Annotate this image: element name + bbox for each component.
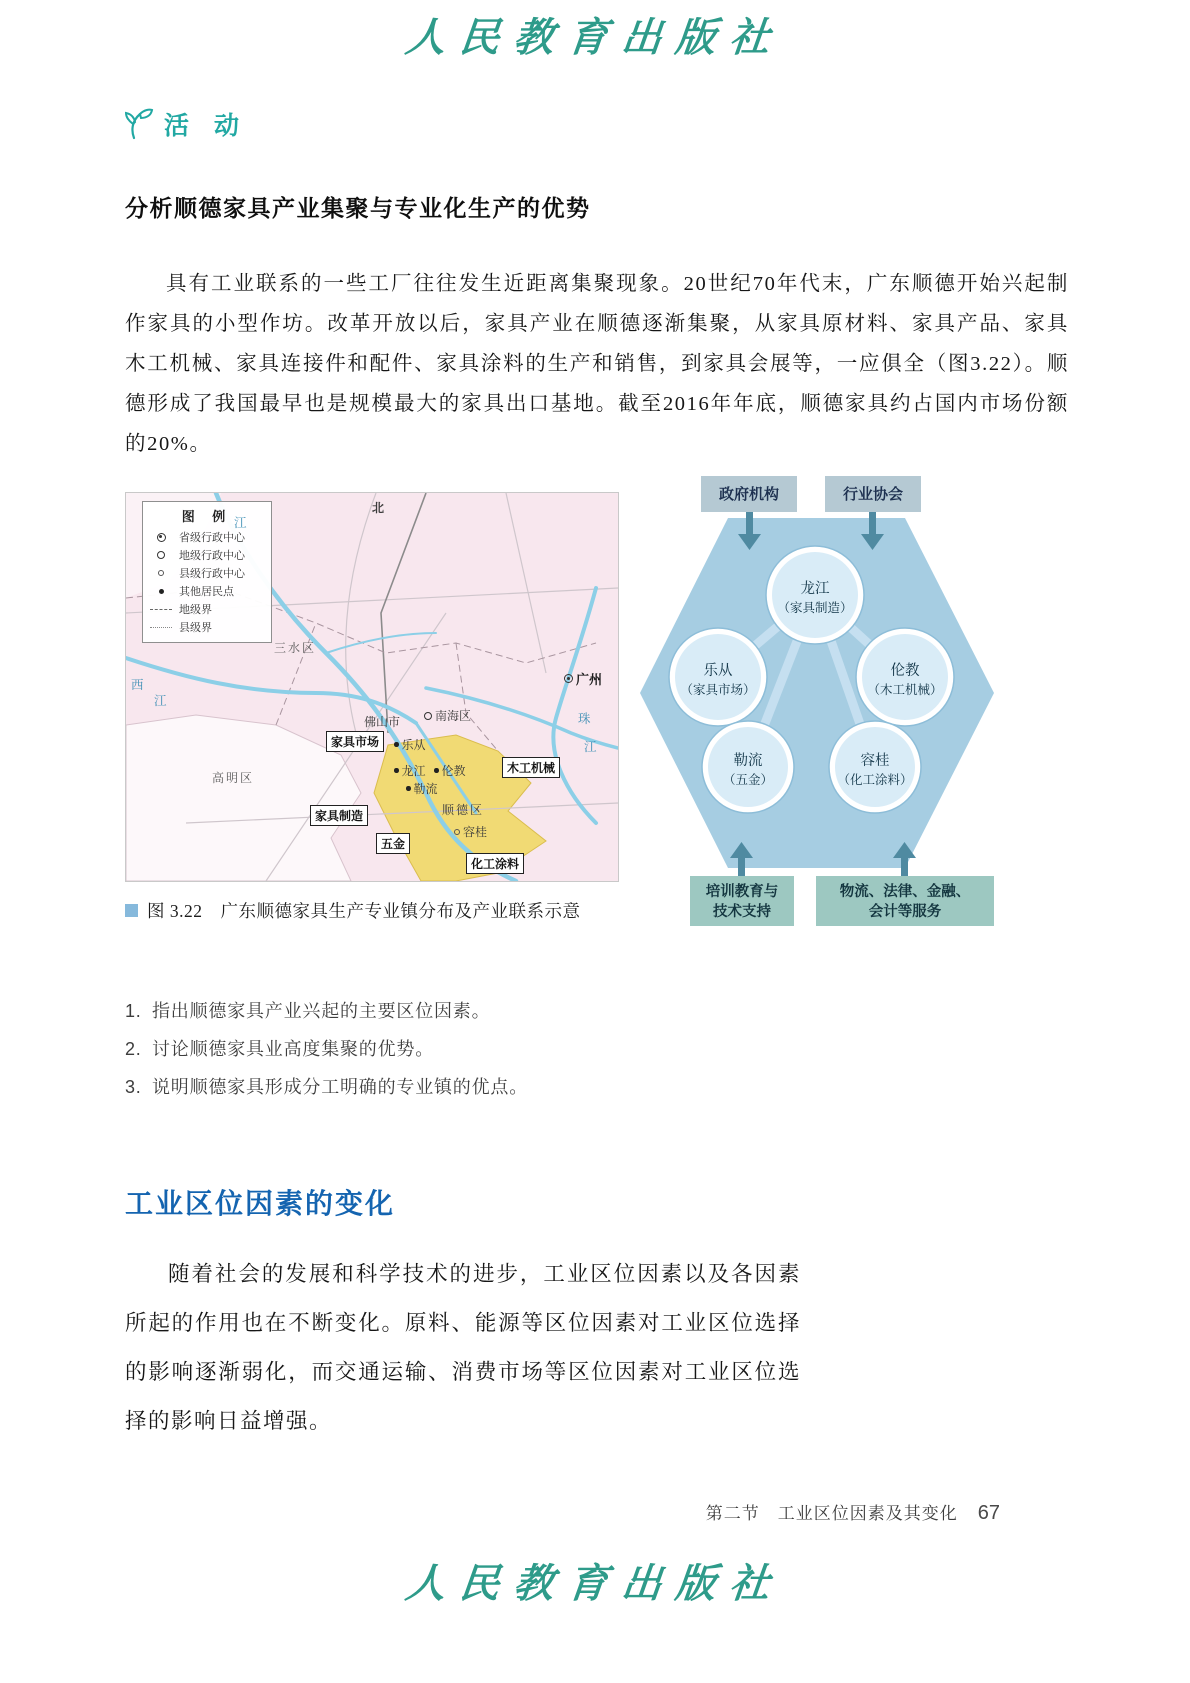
industry-box-woodworking-machinery: 木工机械 (502, 757, 560, 778)
settlement-marker (394, 742, 399, 747)
settlement-marker (394, 768, 399, 773)
compass-west-label: 西 (131, 678, 144, 692)
bottom-box-line: 技术支持 (713, 904, 771, 920)
bottom-box-services (816, 876, 994, 926)
river-label-jiang-left: 江 (154, 694, 167, 708)
activity-sprout-icon (120, 106, 154, 142)
town-label-lunjiao (434, 762, 466, 779)
top-box-label: 政府机构 (718, 486, 780, 503)
industry-box-chemical-coatings: 化工涂料 (466, 853, 524, 874)
place-name: 龙江 (401, 764, 426, 778)
town-label-lecong (394, 736, 426, 753)
page-footer (706, 1499, 1000, 1525)
river-label-jiang-right: 江 (584, 740, 597, 754)
legend-label: 省级行政中心 (179, 532, 245, 544)
place-name: 勒流 (413, 782, 438, 796)
node-desc: （化工涂料） (837, 773, 913, 787)
page-number: 67 (977, 1502, 1000, 1524)
node-lecong (669, 628, 767, 726)
node-desc: （木工机械） (867, 683, 943, 697)
node-name: 容桂 (860, 753, 890, 769)
node-desc: （五金） (722, 773, 774, 787)
activity-questions (125, 1000, 528, 1114)
activity-label: 活 动 (164, 112, 248, 140)
prefecture-boundary-icon (149, 609, 173, 610)
legend-item (149, 618, 265, 636)
settlement-marker (434, 768, 439, 773)
node-name: 乐从 (703, 663, 733, 679)
top-box-government (701, 476, 797, 512)
legend-label: 县级界 (179, 622, 212, 634)
top-box-industry-association (825, 476, 921, 512)
place-name: 伦教 (441, 764, 466, 778)
question-text: 讨论顺德家具业高度集聚的优势。 (152, 1039, 434, 1059)
legend-item (149, 528, 265, 546)
compass-north-label: 北 (372, 501, 385, 515)
industry-linkage-diagram (628, 468, 1000, 932)
bottom-box-training (690, 876, 794, 926)
industry-box-furniture-market: 家具市场 (326, 731, 384, 752)
town-label-longjiang (394, 762, 426, 779)
industry-box-hardware: 五金 (376, 833, 410, 854)
legend-item (149, 546, 265, 564)
town-label-ronggui (454, 823, 487, 840)
legend-item (149, 582, 265, 600)
node-desc: （家具市场） (680, 683, 756, 697)
legend-label: 地级界 (179, 604, 212, 616)
question-number: 2. (125, 1039, 142, 1059)
bottom-box-line: 物流、法律、金融、 (839, 884, 971, 900)
node-name: 伦教 (890, 663, 920, 679)
intro-paragraph: 具有工业联系的一些工厂往往发生近距离集聚现象。20世纪70年代末，广东顺德开始兴起制作家具的小型作坊。改革开放以后，家具产业在顺德逐渐集聚，从家具原材料、家具产品、家具木工机械、家具连接件和配件、家具涂料的生产和销售，到家具会展等，一应俱全（图3.22）。顺德形成了我国最早也是规模最大的家具出口基地。截至2016年年底，顺德家具约占国内市场份额的20%。 (125, 273, 1069, 455)
prefecture-center-icon (149, 551, 173, 559)
question-item (125, 1000, 528, 1023)
bottom-box-line: 培训教育与 (705, 884, 779, 900)
district-label-shunde: 顺德区 (442, 803, 485, 817)
bottom-box-line: 会计等服务 (868, 904, 942, 920)
publisher-logo-bottom: 人民教育出版社 (403, 1561, 787, 1606)
caption-marker (125, 904, 138, 917)
legend-label: 县级行政中心 (179, 568, 245, 580)
river-label-zhu: 珠 (578, 712, 591, 726)
settlement-marker (406, 786, 411, 791)
map-legend-title: 图 例 (181, 509, 233, 524)
provincial-center-marker (564, 674, 573, 683)
question-text: 指出顺德家具产业兴起的主要区位因素。 (152, 1001, 491, 1021)
county-boundary-icon (149, 627, 173, 628)
settlement-icon (149, 589, 173, 594)
node-desc: （家具制造） (777, 601, 853, 615)
place-name: 南海区 (435, 709, 472, 723)
city-label-guangzhou (564, 669, 602, 688)
activity-header (120, 106, 248, 142)
industry-box-furniture-manufacturing: 家具制造 (310, 805, 368, 826)
node-ronggui (829, 721, 921, 813)
place-name: 乐从 (401, 738, 426, 752)
legend-label: 地级行政中心 (179, 550, 245, 562)
provincial-center-icon (149, 533, 173, 542)
river-label-jiang-top: 江 (234, 516, 247, 530)
node-longjiang (766, 546, 864, 644)
district-label-gaoming: 高明区 (212, 771, 255, 785)
legend-label: 其他居民点 (179, 586, 234, 598)
section-title: 工业区位因素的变化 (125, 1188, 396, 1219)
place-name: 容桂 (463, 825, 488, 839)
section-paragraph: 随着社会的发展和科学技术的进步，工业区位因素以及各因素所起的作用也在不断变化。原料、能源等区位因素对工业区位选择的影响逐渐弱化，而交通运输、消费市场等区位因素对工业区位选择的影响日益增强。 (125, 1262, 801, 1433)
activity-title: 分析顺德家具产业集聚与专业化生产的优势 (125, 196, 591, 221)
town-label-leliu (406, 780, 438, 797)
figure-caption (125, 898, 581, 923)
question-text: 说明顺德家具形成分工明确的专业镇的优点。 (152, 1077, 528, 1097)
legend-item (149, 600, 265, 618)
node-lunjiao (856, 628, 954, 726)
top-box-label: 行业协会 (842, 486, 904, 503)
prefecture-center-marker (424, 712, 432, 720)
legend-item (149, 564, 265, 582)
county-center-icon (149, 570, 173, 576)
question-item (125, 1038, 528, 1061)
node-leliu (702, 721, 794, 813)
shunde-map-figure (125, 492, 619, 882)
city-label-foshan: 佛山市 (364, 715, 401, 729)
node-name: 勒流 (733, 753, 763, 769)
map-legend (142, 501, 272, 643)
question-item (125, 1076, 528, 1099)
publisher-logo-top: 人民教育出版社 (403, 15, 787, 60)
question-number: 1. (125, 1001, 142, 1021)
district-label-sanshui: 三水区 (274, 641, 317, 655)
node-name: 龙江 (800, 581, 830, 597)
footer-section-label: 第二节 工业区位因素及其变化 (705, 1504, 958, 1523)
county-center-marker (454, 829, 460, 835)
district-label-nanhai (424, 707, 471, 724)
place-name: 广州 (576, 672, 603, 687)
figure-caption-text: 图 3.22 广东顺德家具生产专业镇分布及产业联系示意 (147, 901, 581, 921)
question-number: 3. (125, 1077, 142, 1097)
